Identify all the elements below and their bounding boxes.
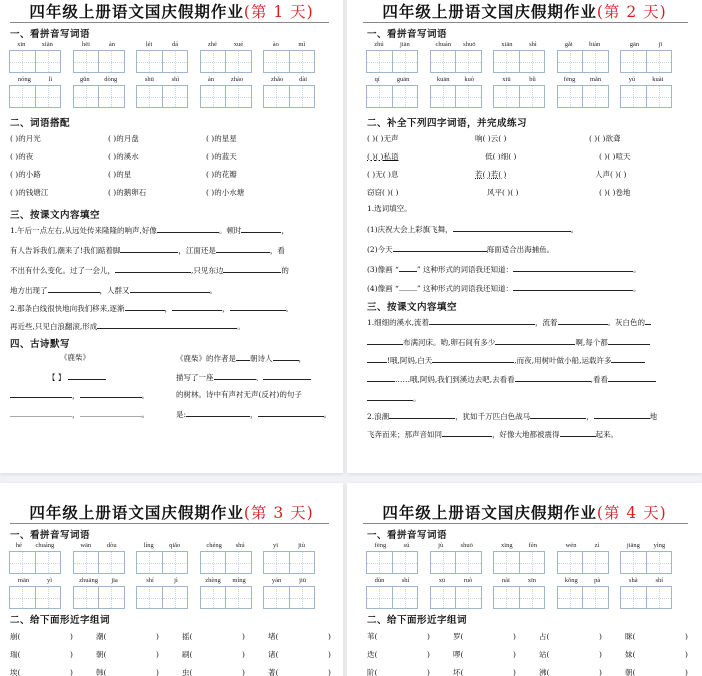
writing-boxes[interactable] [366,85,418,108]
writing-boxes[interactable] [430,551,482,574]
blank[interactable] [186,408,250,417]
fill-line: 。 [367,392,421,405]
page-day-1 [0,0,343,473]
pinyin-group: xīng fèn [493,541,545,574]
writing-boxes[interactable] [200,551,252,574]
blank[interactable] [513,282,633,291]
pinyin-group: zhuāng jia [73,576,125,609]
word-grid: 崩( ) 潮( ) 摇( ) 堵( ) 瑞( ) 朝( ) 刷( ) 诸( ) 埃( ) 韩( ) 虫( ) 著( ) [10,631,331,676]
writing-boxes[interactable] [200,85,252,108]
writing-boxes[interactable] [366,586,418,609]
writing-boxes[interactable] [136,85,188,108]
blank[interactable] [130,284,210,293]
writing-boxes[interactable] [620,586,672,609]
pinyin-group: kǒng pà [557,576,609,609]
pinyin-group: gǎi biàn [557,40,609,73]
writing-boxes[interactable] [9,586,61,609]
writing-boxes[interactable] [493,551,545,574]
question: (1)庆祝大会上彩旗飞舞， 。 [367,225,579,234]
blank[interactable] [115,264,191,273]
poem-line: 【 】 [48,371,106,384]
section-heading: 四、古诗默写 [10,339,71,350]
section-heading: 三、按课文内容填空 [367,302,458,313]
writing-boxes[interactable] [430,50,482,73]
pinyin-group: zhèng míng [200,576,252,609]
blank[interactable] [80,389,142,398]
writing-boxes[interactable] [366,551,418,574]
pinyin-group: yán jiū [263,576,315,609]
pinyin-group: gǔn dòng [73,75,125,108]
writing-boxes[interactable] [263,50,315,73]
blank[interactable] [453,223,571,232]
fill-line: 布满河床。哟,卵石间有多少 啊,每个都 [367,336,650,349]
writing-boxes[interactable] [430,85,482,108]
blank[interactable] [120,244,178,253]
fill-line: 2.那条白线很快地向我们移来,逐渐 ， ， 。 [10,304,294,313]
pinyin-group: yú kuài [620,75,672,108]
writing-boxes[interactable] [263,551,315,574]
section-heading: 二、给下面形近字组词 [10,615,111,626]
writing-boxes[interactable] [73,85,125,108]
fill-line: 不出有什么变化。过了一会儿， ,只见东边 的 [10,266,289,275]
pinyin-group: gān jī [620,40,672,73]
blank[interactable] [172,302,222,311]
pinyin-group: jù shuō [430,541,482,574]
fill-line: 地方出现了 ，人群又 。 [10,286,217,295]
section-heading: 三、按课文内容填空 [10,210,101,221]
blank[interactable] [513,263,633,272]
pinyin-row [366,576,684,609]
writing-boxes[interactable] [200,586,252,609]
writing-boxes[interactable] [9,50,61,73]
blank[interactable] [97,320,237,329]
section-heading: 二、词语搭配 [10,118,71,129]
writing-boxes[interactable] [136,551,188,574]
writing-boxes[interactable] [430,586,482,609]
blank[interactable] [10,408,72,417]
pinyin-group: chuán shuō [430,40,482,73]
pinyin-group: yī jiù [263,541,315,574]
writing-boxes[interactable] [73,50,125,73]
fill-line: 1.细细的溪水,流着 ，流着 。灰白色的 [367,316,651,329]
fill-line: !哦,阿妈,白天 ,而夜,用树叶做小船,运载许多 [367,354,645,367]
writing-boxes[interactable] [136,50,188,73]
pinyin-group: xīn xiān [9,40,61,73]
pinyin-group: qí guān [366,75,418,108]
blank[interactable] [214,371,256,380]
blank[interactable] [594,410,650,419]
section-heading: 一、看拼音写词语 [10,29,91,40]
blank[interactable] [558,316,608,325]
poem-question: 的树林。诗中有声衬无声(反衬)的句子 [176,390,302,399]
pinyin-group: fēng mǎn [557,75,609,108]
pinyin-group: chéng shú [200,541,252,574]
blank[interactable] [399,282,417,291]
blank[interactable] [80,408,142,417]
poem-line: ， 。 [10,408,149,421]
blank[interactable] [611,354,645,363]
blank[interactable] [429,316,535,325]
pinyin-group: xū ruò [430,576,482,609]
pinyin-group: dùn shí [366,576,418,609]
blank[interactable] [125,302,165,311]
blank[interactable] [241,224,281,233]
blank[interactable] [157,224,219,233]
section-heading: 一、看拼音写词语 [367,29,448,40]
pinyin-row [366,541,684,574]
blank[interactable] [367,373,395,382]
blank[interactable] [367,354,387,363]
blank[interactable] [367,392,413,401]
blank[interactable] [389,410,455,419]
pinyin-row [9,40,327,73]
question: (4)像画 “ ” 这种形式的词语我还知道： 。 [367,284,641,293]
page-title: 四年级上册语文国庆假期作业(第 3 天) [29,503,314,522]
writing-boxes[interactable] [557,50,609,73]
page-day-2 [347,0,702,473]
pinyin-group: wān dòu [73,541,125,574]
fill-line: 再近些,只见白浪翻滚,形成 。 [10,322,245,331]
pinyin-group: xiān shì [493,40,545,73]
title-rule [10,523,329,524]
pinyin-group: xiū bǔ [493,75,545,108]
pinyin-row [9,541,327,574]
blank[interactable] [432,354,514,363]
blank[interactable] [399,263,417,272]
blank[interactable] [393,243,487,252]
pinyin-group: fēng sú [366,541,418,574]
day-label: (第 3 天) [243,504,314,522]
writing-boxes[interactable] [366,50,418,73]
page-day-4 [347,483,702,676]
writing-boxes[interactable] [9,85,61,108]
blank[interactable] [216,244,270,253]
fill-line: 有人告诉我们,潮来了!我们踮着脚 ，江面还是 ，看 [10,246,285,255]
writing-boxes[interactable] [620,50,672,73]
page-title: 四年级上册语文国庆假期作业(第 4 天) [382,503,667,522]
pinyin-row [366,75,684,108]
fill-line: 飞奔而来；那声音如同 ，好像大地都被震得 起来。 [367,430,618,439]
page-title: 四年级上册语文国庆假期作业(第 1 天) [29,2,314,21]
blank[interactable] [442,428,492,437]
blank[interactable] [10,389,72,398]
pinyin-group: ào mì [263,40,315,73]
blank[interactable] [530,410,586,419]
poem-question: 是: ， 。 [176,410,332,419]
pinyin-group: líng qiǎo [136,541,188,574]
pinyin-group: nóng lì [9,75,61,108]
pinyin-group: àn zhào [200,75,252,108]
page-day-3 [0,483,343,676]
fill-line: 2.浪潮 ，犹如千万匹白色战马 ， 地 [367,412,658,421]
day-label: (第 1 天) [243,3,314,21]
blank[interactable] [258,408,324,417]
blank[interactable] [230,302,286,311]
blank[interactable] [263,371,311,380]
pinyin-group: zhǎo dài [263,75,315,108]
pinyin-group: hé chuáng [9,541,61,574]
poem-question: 《鹿柴》的作者是 朝诗人 ， [176,354,306,363]
pinyin-group: jiāng yìng [620,541,672,574]
blank[interactable] [48,284,100,293]
blank[interactable] [645,316,651,325]
pinyin-group: hēi àn [73,40,125,73]
pinyin-group: zhú jiān [366,40,418,73]
blank[interactable] [68,371,106,380]
blank[interactable] [273,352,299,361]
writing-boxes[interactable] [73,586,125,609]
day-label: (第 4 天) [596,504,667,522]
title-rule [10,22,329,23]
pinyin-row [9,576,327,609]
pinyin-group: shū shì [136,75,188,108]
pinyin-group: nài xīn [493,576,545,609]
writing-boxes[interactable] [200,50,252,73]
blank[interactable] [560,428,596,437]
blank[interactable] [236,352,250,361]
blank[interactable] [367,336,403,345]
pinyin-group: wén zì [557,541,609,574]
section-heading: 一、看拼音写词语 [367,530,448,541]
poem-question: 描写了一座 、 [176,371,311,384]
word-grid: 苇( ) 罗( ) 占( ) 眯( ) 迭( ) 啰( ) 站( ) 妹( ) 阶( ) 坏( ) 沸( ) 朝( ) [367,631,688,676]
writing-boxes[interactable] [557,85,609,108]
writing-boxes[interactable] [9,551,61,574]
writing-boxes[interactable] [263,586,315,609]
matching-grid: ( )的月光 ( )的月盘 ( )的星星 ( )的夜 ( )的溪水 ( )的蓝天 ( )的小路 ( )的星 ( )的花瓣 ( )的钱塘江 ( )的鹅卵石 ( )的小水塘 [10,133,245,197]
writing-boxes[interactable] [557,551,609,574]
pinyin-group: shí jì [136,576,188,609]
blank[interactable] [608,373,656,382]
writing-boxes[interactable] [136,586,188,609]
blank[interactable] [515,373,591,382]
sub-heading: 1.选词填空。 [367,204,412,213]
writing-boxes[interactable] [620,85,672,108]
writing-boxes[interactable] [557,586,609,609]
pinyin-group: mān yì [9,576,61,609]
writing-boxes[interactable] [263,85,315,108]
blank[interactable] [608,336,650,345]
pinyin-group: kuān kuò [430,75,482,108]
fill-line: ……哦,阿妈,我们到溪边去吧,去看看 ,看看 [367,373,656,386]
section-heading: 一、看拼音写词语 [10,530,91,541]
writing-boxes[interactable] [493,50,545,73]
section-heading: 二、补全下列四字词语，并完成练习 [367,118,528,129]
idiom-grid: ( )( )无声 响( )云( ) ( )( )欲聋 ( )( )私语 低( )细( ) ( )( )喧天 ( )无( )息 若( )若( ) 人声( )( ) 窃窃( )( ) 风平( )( ) ( )( )卷地 [367,133,631,197]
pinyin-row [9,75,327,108]
writing-boxes[interactable] [493,586,545,609]
writing-boxes[interactable] [73,551,125,574]
writing-boxes[interactable] [620,551,672,574]
blank[interactable] [495,336,575,345]
title-rule [363,523,688,524]
question: (3)像画 “ ” 这种形式的词语我还知道： 。 [367,265,641,274]
pinyin-group: zhé xué [200,40,252,73]
poem-line: ， 。 [10,389,149,402]
section-heading: 二、给下面形近字组词 [367,615,468,626]
title-rule [363,22,688,23]
question: (2)今天 海面适合出海捕鱼。 [367,245,555,254]
pinyin-row [366,40,684,73]
day-label: (第 2 天) [596,3,667,21]
blank[interactable] [223,264,281,273]
page-title: 四年级上册语文国庆假期作业(第 2 天) [382,2,667,21]
pinyin-group: léi dá [136,40,188,73]
pinyin-group: shà shí [620,576,672,609]
writing-boxes[interactable] [493,85,545,108]
fill-line: 1.午后一点左右,从远处传来隆隆的响声,好像 。顿时 ， [10,226,289,235]
poem-title: 《鹿柴》 [60,353,90,362]
